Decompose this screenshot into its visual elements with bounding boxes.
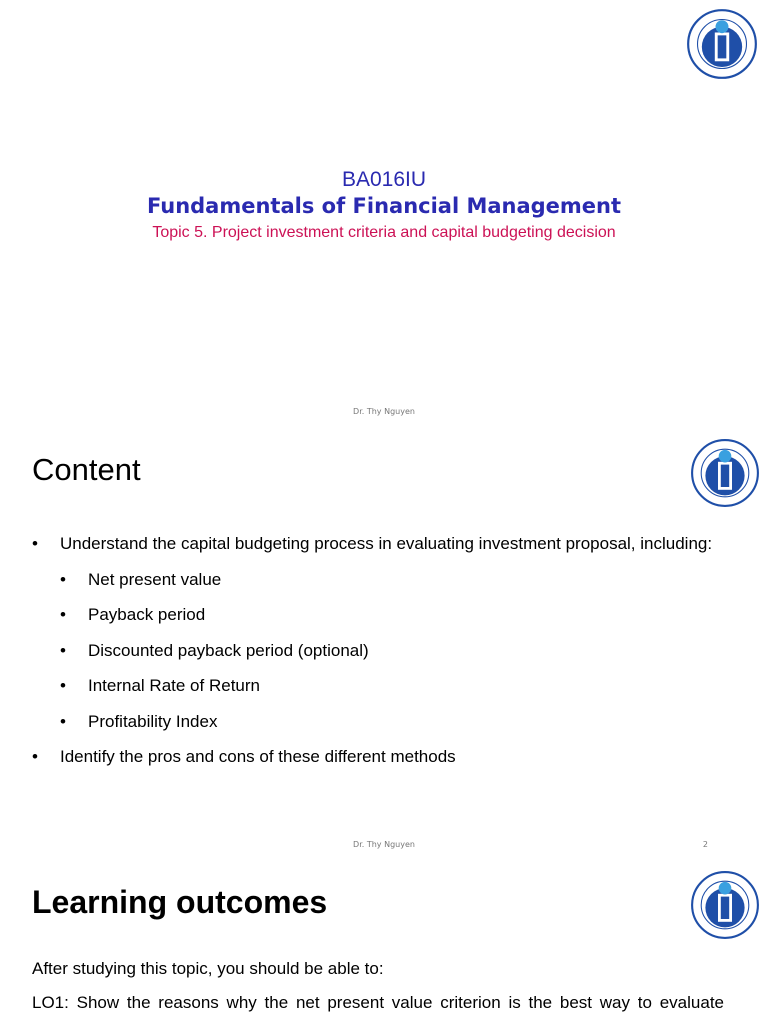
list-item: • Payback period bbox=[32, 597, 712, 633]
list-item: • Understand the capital budgeting process in evaluating investment proposal, including: bbox=[32, 526, 712, 562]
slide-heading: Content bbox=[32, 452, 141, 487]
university-seal-icon bbox=[690, 870, 760, 940]
university-seal-icon bbox=[690, 438, 760, 508]
content-slide bbox=[0, 432, 768, 864]
list-item: • Discounted payback period (optional) bbox=[32, 633, 712, 669]
list-item: • Profitability Index bbox=[32, 704, 712, 740]
bullet-icon: • bbox=[32, 534, 38, 553]
list-item: • Identify the pros and cons of these different methods bbox=[32, 739, 712, 775]
bullet-icon: • bbox=[60, 605, 66, 624]
learning-outcomes-slide bbox=[0, 864, 768, 1024]
footer-author: Dr. Thy Nguyen bbox=[353, 407, 415, 416]
list-item: • Net present value bbox=[32, 562, 712, 598]
bullet-icon: • bbox=[32, 747, 38, 766]
bullet-icon: • bbox=[60, 711, 66, 731]
course-code: BA016IU bbox=[341, 168, 427, 191]
title-slide bbox=[0, 0, 768, 432]
topic-subtitle: Topic 5. Project investment criteria and capital budgeting decision bbox=[152, 224, 616, 241]
content-bullet-list bbox=[32, 526, 712, 775]
page-number: 2 bbox=[702, 840, 708, 849]
list-item: • Internal Rate of Return bbox=[32, 668, 712, 704]
university-seal-icon bbox=[686, 8, 758, 80]
bullet-icon: • bbox=[60, 569, 66, 589]
bullet-icon: • bbox=[60, 676, 66, 695]
slide-heading: Learning outcomes bbox=[32, 884, 328, 920]
bullet-icon: • bbox=[60, 640, 66, 660]
footer-author: Dr. Thy Nguyen bbox=[353, 840, 415, 849]
intro-text: After studying this topic, you should be able to: bbox=[32, 959, 384, 978]
course-title: Fundamentals of Financial Management bbox=[146, 194, 622, 218]
learning-outcome-1: LO1: Show the reasons why the net present value criterion is the best way to evaluate bbox=[32, 993, 724, 1012]
